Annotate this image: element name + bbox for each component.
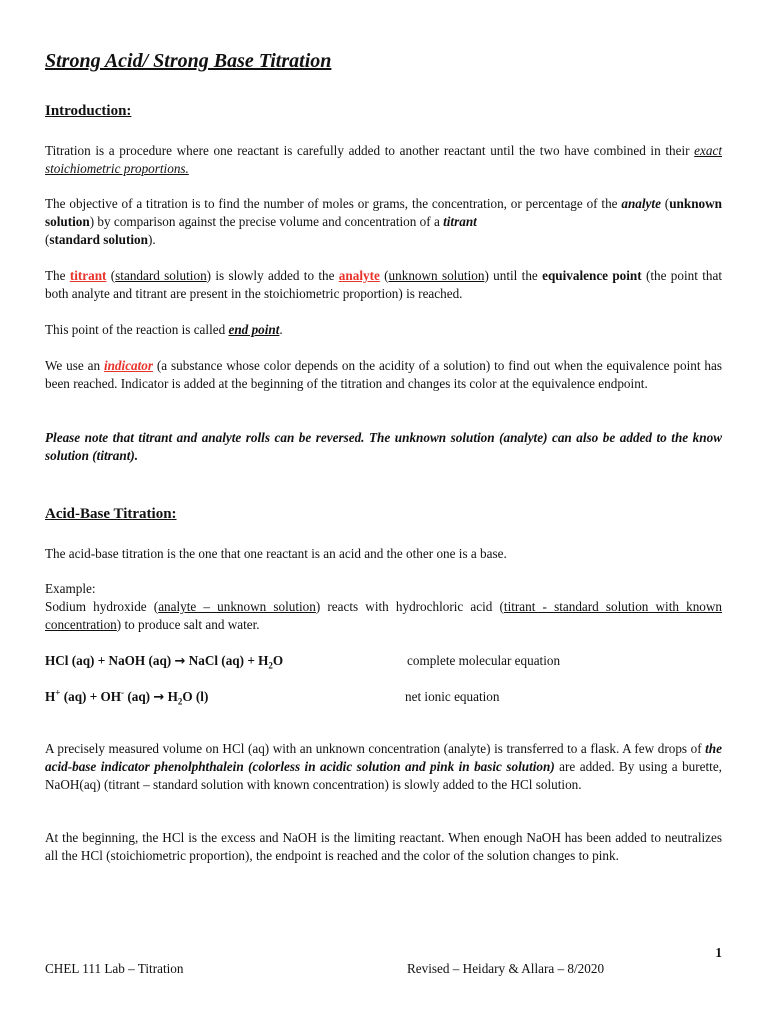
unknown-solution-underlined: unknown solution	[388, 268, 485, 283]
molecular-equation	[45, 652, 283, 671]
intro-paragraph-1	[45, 142, 722, 178]
text-run: Titration is a procedure where one reactant is carefully added to another reactant until the two have combined in their	[45, 143, 695, 158]
text-run: Sodium hydroxide (	[45, 599, 159, 614]
reaction-arrow-icon: →	[153, 690, 165, 705]
subscript: 2	[177, 696, 183, 707]
intro-paragraph-3	[45, 267, 722, 303]
footer-revision: Revised – Heidary & Allara – 8/2020	[407, 961, 605, 976]
titrant-highlight: titrant	[69, 268, 107, 283]
text-run: NaCl (aq) + H	[185, 653, 269, 668]
example-titrant-underlined: titrant - standard solution with known concentration	[45, 599, 723, 632]
indicator-highlight: indicator	[103, 358, 154, 373]
footer-course: CHEL 111 Lab – Titration	[45, 961, 184, 976]
end-point-term: end point	[228, 322, 280, 337]
subscript: 2	[268, 660, 273, 671]
superscript: -	[121, 687, 125, 698]
example-analyte-underlined: analyte – unknown solution	[158, 599, 316, 614]
standard-solution-term: standard solution	[49, 232, 148, 247]
text-run: A precisely measured volume on HCl (aq) with an unknown concentration (analyte) is transferred to a flask. A few drops of	[45, 741, 706, 756]
standard-solution-underlined: standard solution	[115, 268, 207, 283]
intro-paragraph-5	[45, 357, 722, 393]
intro-paragraph-2	[45, 195, 722, 249]
superscript: +	[55, 687, 61, 698]
text-run: (aq) + OH	[60, 689, 122, 704]
equivalence-point-term: equivalence point	[542, 268, 642, 283]
text-run: O (l)	[182, 689, 209, 704]
text-run: This point of the reaction is called	[45, 322, 229, 337]
text-run: We use an	[45, 358, 104, 373]
acid-base-paragraph-2	[45, 740, 722, 794]
text-run: ) until the	[484, 268, 543, 283]
text-run: ) by comparison against the precise volume and concentration of a	[89, 214, 444, 229]
stoichiometric-emphasis: exact stoichiometric proportions.	[45, 143, 722, 176]
acid-base-heading: Acid-Base Titration:	[45, 506, 177, 522]
text-run: H	[45, 689, 56, 704]
reversal-note: Please note that titrant and analyte rolls can be reversed. The unknown solution (analyte) can also be added to the know solution (titrant).	[45, 430, 722, 463]
text-run: ) is slowly added to the	[206, 268, 339, 283]
net-ionic-equation-label: net ionic equation	[405, 689, 500, 704]
text-run: (a substance whose color depends on the acidity of a solution) to find out when the equivalence point has been reached. Indicator is added at the beginning of the titration and changes its color at the equivalence endpoint.	[45, 358, 722, 391]
page-title: Strong Acid/ Strong Base Titration	[45, 50, 332, 72]
titrant-term: titrant	[443, 214, 477, 229]
text-run: The objective of a titration is to find the number of moles or grams, the concentration, or percentage of the	[45, 196, 622, 211]
reaction-arrow-icon: →	[174, 654, 186, 669]
text-run: H	[164, 689, 178, 704]
unknown-solution-term: unknown solution	[45, 196, 722, 229]
example-label: Example:	[45, 581, 96, 596]
introduction-heading: Introduction:	[45, 103, 132, 119]
acid-base-paragraph-3: At the beginning, the HCl is the excess and NaOH is the limiting reactant. When enough NaOH has been added to neutralizes all the HCl (stoichiometric proportion), the endpoint is reached and the color of the solution changes to pink.	[45, 830, 722, 863]
text-run: ) to produce salt and water.	[116, 617, 260, 632]
analyte-term: analyte	[621, 196, 661, 211]
text-run: (	[660, 196, 670, 211]
net-ionic-equation	[45, 688, 208, 707]
intro-paragraph-4	[45, 321, 722, 339]
acid-base-paragraph-1: The acid-base titration is the one that one reactant is an acid and the other one is a base.	[45, 546, 507, 561]
text-run: The	[45, 268, 70, 283]
text-run: ) reacts with hydrochloric acid (	[315, 599, 504, 614]
text-run: (	[106, 268, 116, 283]
text-run: O	[272, 653, 284, 668]
molecular-equation-label: complete molecular equation	[407, 653, 561, 668]
text-run: (	[379, 268, 389, 283]
text-run: (	[45, 232, 50, 247]
text-run: (aq)	[124, 689, 154, 704]
text-run: are added. By using a burette, NaOH(aq) (titrant – standard solution with known concentration) is slowly added to the HCl solution.	[45, 759, 722, 792]
example-paragraph	[45, 598, 722, 634]
text-run: (the point that both analyte and titrant are present in the stoichiometric proportion) is reached.	[45, 268, 723, 301]
text-run: ).	[147, 232, 156, 247]
document-page	[45, 0, 722, 1024]
text-run: HCl (aq) + NaOH (aq)	[45, 653, 175, 668]
text-run: .	[279, 322, 283, 337]
phenolphthalein-emphasis: the acid-base indicator phenolphthalein (colorless in acidic solution and pink in basic solution)	[45, 741, 722, 774]
page-number: 1	[715, 945, 722, 960]
analyte-highlight: analyte	[338, 268, 380, 283]
